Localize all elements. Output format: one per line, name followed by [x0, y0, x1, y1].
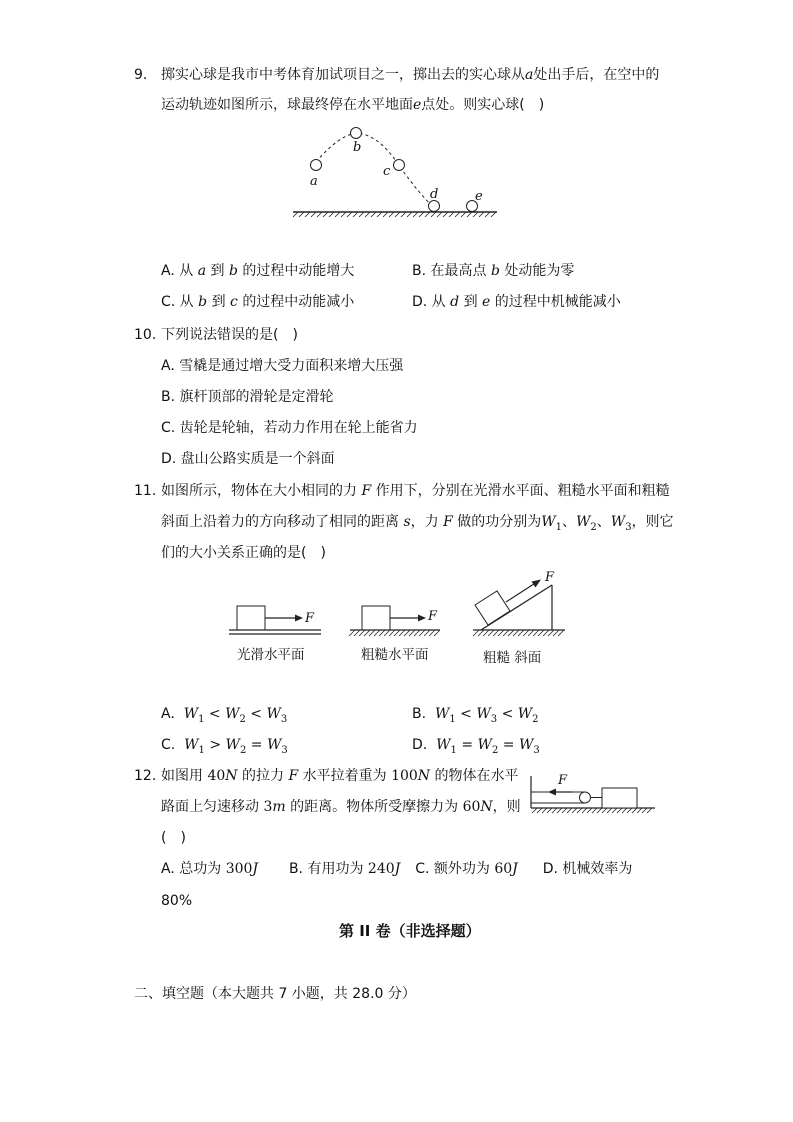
- q10-option-a: A. 雪橇是通过增大受力面积来增大压强: [161, 358, 404, 374]
- hatch-stroke: [528, 630, 534, 636]
- q12-option-c: C. 额外功为 60J: [415, 861, 518, 877]
- q9-trajectory-figure: [290, 120, 500, 225]
- hatch-stroke: [483, 630, 489, 636]
- hatch-stroke: [508, 630, 514, 636]
- q11-option-c: C. $W_1 > W_2 = W_3$: [161, 737, 288, 756]
- hatch-stroke: [597, 808, 602, 813]
- rough-surface-setup: [349, 606, 440, 663]
- hatch-stroke: [379, 630, 385, 636]
- hatch-stroke: [533, 630, 539, 636]
- q10-option-b: B. 旗杆顶部的滑轮是定滑轮: [161, 389, 334, 405]
- q9-number: 9.: [134, 67, 148, 83]
- caption-smooth: 光滑水平面: [237, 647, 305, 663]
- q9-stem-line1: [161, 66, 659, 84]
- q10-option-c: C. 齿轮是轮轴，若动力作用在轮上能省力: [161, 420, 418, 436]
- q12-option-d: D. 机械效率为: [542, 861, 633, 877]
- hatch-stroke: [384, 630, 390, 636]
- hatch-stroke: [557, 808, 562, 813]
- hatch-stroke: [542, 808, 547, 813]
- hatch-stroke: [647, 808, 652, 813]
- hatch-stroke: [434, 630, 440, 636]
- hatch-stroke: [478, 630, 484, 636]
- caption-rough: 粗糙水平面: [361, 647, 429, 663]
- hatch-stroke: [637, 808, 642, 813]
- hatch-stroke: [553, 630, 559, 636]
- q12-stem-line1: 如图用 40N 的拉力 F 水平拉着重为 100N 的物体在水平: [161, 768, 519, 784]
- label-e: e: [475, 189, 483, 204]
- hatch-stroke: [622, 808, 627, 813]
- q9-stem-text: 点处。则实心球( ): [421, 97, 545, 113]
- q9-var-a: a: [525, 67, 534, 83]
- hatch-stroke: [602, 808, 607, 813]
- hatch-stroke: [359, 630, 365, 636]
- hatch-stroke: [612, 808, 617, 813]
- q12-options: [161, 860, 632, 878]
- smooth-surface-setup: [229, 606, 321, 663]
- ball-a: [311, 160, 322, 171]
- incline-hatching: [473, 630, 564, 636]
- force-arrow-3: [506, 582, 537, 602]
- hatch-stroke: [587, 808, 592, 813]
- q11-force-figure: [225, 568, 570, 668]
- q9-option-a: A. 从 a 到 b 的过程中动能增大: [161, 263, 355, 279]
- q9-stem-text: 运动轨迹如图所示，球最终停在水平地面: [161, 97, 413, 113]
- q9-option-b: B. 在最高点 b 处动能为零: [412, 263, 575, 279]
- q11-stem-line2: 斜面上沿着力的方向移动了相同的距离 s，力 F 做的功分别为$W_1$、$W_2$、$W_3$，则它: [161, 514, 674, 533]
- hatch-stroke: [548, 630, 554, 636]
- hatch-stroke: [562, 808, 567, 813]
- force-label-2: F: [428, 609, 438, 624]
- hatch-stroke: [592, 808, 597, 813]
- hatch-stroke: [503, 630, 509, 636]
- hatch-stroke: [473, 630, 479, 636]
- rough-surface-hatching: [349, 630, 440, 636]
- q11-number: 11.: [134, 483, 157, 499]
- force-label: F: [558, 773, 568, 788]
- label-d: d: [430, 187, 439, 202]
- hatch-stroke: [513, 630, 519, 636]
- hatch-stroke: [582, 808, 587, 813]
- hatch-stroke: [394, 630, 400, 636]
- block-2: [362, 606, 390, 630]
- q9-option-c: C. 从 b 到 c 的过程中动能减小: [161, 294, 355, 310]
- hatch-stroke: [523, 630, 529, 636]
- q9-var-e: e: [413, 97, 422, 113]
- hatch-stroke: [409, 630, 415, 636]
- q11-stem-line3: 们的大小关系正确的是( ): [161, 545, 326, 561]
- q12-option-b: B. 有用功为 240J: [288, 861, 401, 877]
- q9-stem-line2: [161, 96, 544, 114]
- label-b: b: [353, 140, 362, 155]
- hatch-stroke: [364, 630, 370, 636]
- incline-setup: [473, 570, 565, 666]
- caption-incline: 粗糙 斜面: [483, 650, 542, 666]
- hatch-stroke: [349, 630, 355, 636]
- ball-b: [351, 128, 362, 139]
- q12-option-d-continuation: 80%: [161, 893, 193, 909]
- q9-stem-text: 掷实心球是我市中考体育加试项目之一，掷出去的实心球从: [161, 67, 525, 83]
- q9-option-d: D. 从 d 到 e 的过程中机械能减小: [412, 294, 621, 310]
- hatch-stroke: [547, 808, 552, 813]
- q11-option-d: D. $W_1 = W_2 = W_3$: [412, 737, 540, 756]
- hatch-stroke: [498, 630, 504, 636]
- label-a: a: [310, 174, 318, 189]
- arrowhead-3: [532, 580, 542, 588]
- q11-option-a: A. $W_1 < W_2 < W_3$: [161, 706, 288, 725]
- hatch-stroke: [552, 808, 557, 813]
- q10-option-d: D. 盘山公路实质是一个斜面: [161, 451, 335, 467]
- part2-heading: 二、填空题（本大题共 7 小题，共 28.0 分）: [134, 986, 416, 1002]
- hatch-stroke: [543, 630, 549, 636]
- hatch-stroke: [627, 808, 632, 813]
- hatch-stroke: [567, 808, 572, 813]
- hatch-stroke: [354, 630, 360, 636]
- label-c: c: [383, 164, 391, 179]
- hatch-stroke: [399, 630, 405, 636]
- hatch-stroke: [369, 630, 375, 636]
- hatch-stroke: [607, 808, 612, 813]
- trajectory-path: [316, 133, 434, 208]
- pulley: [580, 792, 591, 803]
- force-label-3: F: [545, 570, 555, 585]
- q12-number: 12.: [134, 768, 157, 784]
- q12-option-a: A. 总功为 300J: [161, 861, 259, 877]
- q11-option-b: B. $W_1 < W_3 < W_2$: [412, 706, 539, 725]
- hatch-stroke: [488, 630, 494, 636]
- hatch-stroke: [558, 630, 564, 636]
- ball-d: [429, 201, 440, 212]
- q12-stem-line2: 路面上匀速移动 3m 的距离。物体所受摩擦力为 60N，则: [161, 799, 521, 815]
- hatch-stroke: [389, 630, 395, 636]
- hatch-stroke: [414, 630, 420, 636]
- hatch-stroke: [518, 630, 524, 636]
- hatch-stroke: [572, 808, 577, 813]
- hatch-stroke: [538, 630, 544, 636]
- hatch-stroke: [577, 808, 582, 813]
- block: [602, 788, 637, 808]
- block-1: [237, 606, 265, 630]
- hatch-stroke: [424, 630, 430, 636]
- hatch-stroke: [617, 808, 622, 813]
- ground-hatching: [532, 808, 652, 813]
- hatch-stroke: [642, 808, 647, 813]
- hatch-stroke: [532, 808, 537, 813]
- arrowhead-1: [295, 615, 303, 622]
- section-title: 第 II 卷（非选择题）: [339, 922, 481, 940]
- hatch-stroke: [429, 630, 435, 636]
- hatch-stroke: [404, 630, 410, 636]
- q9-stem-text: 处出手后，在空中的: [533, 67, 660, 83]
- q12-stem-line3: ( ): [161, 830, 186, 846]
- arrowhead: [548, 789, 556, 796]
- q11-stem-line1: 如图所示，物体在大小相同的力 F 作用下，分别在光滑水平面、粗糙水平面和粗糙: [161, 483, 670, 499]
- block-3: [475, 591, 510, 625]
- q10-number: 10.: [134, 327, 157, 343]
- hatch-stroke: [419, 630, 425, 636]
- hatch-stroke: [537, 808, 542, 813]
- force-label-1: F: [305, 611, 315, 626]
- hatch-stroke: [632, 808, 637, 813]
- hatch-stroke: [493, 630, 499, 636]
- q12-pulley-figure: [527, 770, 657, 815]
- hatch-stroke: [374, 630, 380, 636]
- q10-stem: 下列说法错误的是( ): [161, 327, 298, 343]
- ball-c: [394, 160, 405, 171]
- arrowhead-2: [418, 615, 426, 622]
